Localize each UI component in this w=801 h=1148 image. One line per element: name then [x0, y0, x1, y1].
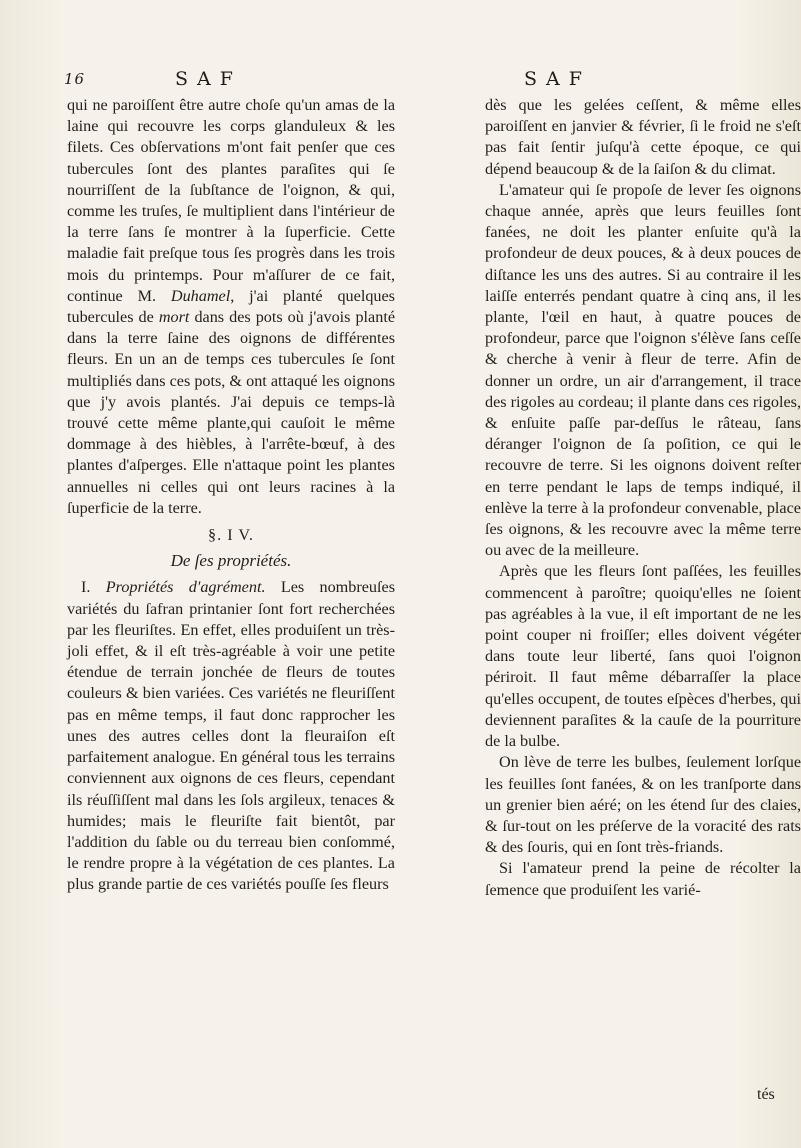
running-head-right: SAF — [524, 68, 591, 90]
right-column — [485, 95, 801, 901]
item-label: I. — [81, 578, 91, 597]
left-para1-text: qui ne paroiſſent être autre choſe qu'un amas de la laine qui recouvre les corps glanduleux & les filets. Ces obſervations m'ont fait penſer que ces tubercules ſont des plantes paraſites qui ſe nourriſſent de la ſubſtance de l'oignon, & qui, comme les truſes, ſe multiplient dans l'intérieur de la terre ſans ſe montrer à la ſuperficie. Cette maladie fait preſque tous ſes progrès dans les trois mois du printemps. Pour m'aſſurer de ce fait, continue M. — [67, 96, 395, 305]
left-para2-text: Les nombreuſes variétés du ſafran printanier ſont fort recherchées par les fleuriſtes. En effet, elles produiſent un très-joli effet, & il eſt très-agréable à voir une petite étendue de terrain jonchée de fleurs de toutes couleurs & bien variées. Ces variétés ne fleuriſſent pas en même temps, il faut donc rapprocher les unes des autres celles dont la fleuraiſon eſt parfaitement analogue. En général tous les terrains conviennent aux oignons de ces fleurs, cependant ils réuſſiſſent mal dans les ſols argileux, tenaces & humides; mais le fleuriſte fait bientôt, par l'addition du ſable ou du terreau bien conſommé, le rendre propre à la végétation de ces plantes. La plus grande partie de ces variétés pouſſe ſes fleurs — [67, 578, 396, 894]
item-title: Propriétés d'agrément. — [105, 578, 266, 597]
left-para1-text-b: , j'ai planté quelques tubercules de — [67, 286, 395, 327]
left-column — [67, 95, 395, 896]
right-paragraph-5: Si l'amateur prend la peine de récolter la ſemence que produiſent les varié- — [485, 859, 801, 899]
page-number: 16 — [64, 70, 86, 88]
section-heading: §. I V. — [208, 526, 254, 545]
running-head-left: SAF — [175, 68, 242, 90]
left-para1-text-c: dans des pots où j'avois planté dans la terre ſaine des oignons de différentes fleurs. En un an de temps ces tubercules ſe ſont multipliés dans ces pots, & ont attaqué les oignons que j'y avois plantés. J'ai depuis ce temps-là trouvé cette même plante,qui cauſoit le même dommage à des hièbles, à l'arrête-bœuf, à des plantes d'aſperges. Elle n'attaque point les plantes annuelles ni celles qui ont leurs racines à la ſuperficie de la terre. — [67, 308, 396, 517]
right-paragraph-3: Après que les fleurs ſont paſſées, les feuilles commencent à paroître; quoiqu'elles ne ſoient pas agréables à la vue, il eſt important de ne les point couper ni froiſſer; elles doivent végéter dans toute leur liberté, ſans quoi l'oignon périroit. Il faut même débarraſſer la place qu'elles occupent, de toutes eſpèces d'herbes, qui deviennent paraſites & la cauſe de la pourriture de la bulbe. — [485, 562, 801, 751]
left-paragraph-1 — [67, 95, 395, 519]
author-name: Duhamel — [170, 286, 231, 305]
page-header — [0, 68, 801, 92]
left-paragraph-2 — [67, 577, 395, 895]
right-paragraph-1: dès que les gelées ceſſent, & même elles paroiſſent en janvier & février, ſi le froid ne s'eſt pas fait ſentir juſqu'à cette époque, ce qui dépend beaucoup & de la ſaiſon & du climat. — [485, 96, 801, 178]
catchword: tés — [757, 1086, 775, 1103]
right-paragraph-4: On lève de terre les bulbes, ſeulement lorſque les feuilles ſont fanées, & on les tranſporte dans un grenier bien aéré; on les étend ſur des claies, & ſur-tout on les préſerve de la voracité des rats & des ſouris, qui en ſont très-friands. — [485, 753, 801, 857]
right-paragraph-2: L'amateur qui ſe propoſe de lever ſes oignons chaque année, après que leurs feuilles ſont fanées, ne doit les planter enſuite qu'à la profondeur de deux pouces, & à deux pouces de diſtance les uns des autres. Si au contraire il les laiſſe enterrés pendant quatre à cinq ans, il les plante, l'œil en haut, à quatre pouces de profondeur, parce que l'oignon s'élève ſans ceſſe & cherche à venir à fleur de terre. Afin de donner un ordre, un air d'arrangement, il trace des rigoles au cordeau; il plante dans ces rigoles, & enſuite paſſe par-deſſus le râteau, ſans déranger l'oignon de ſa poſition, ce qui le recouvre de terre. Si les oignons doivent reſter en terre pendant le laps de temps indiqué, il enlève la terre à la profondeur convenable, place ſes oignons, & les recouvre avec la même terre ou avec de la meilleure. — [485, 180, 801, 560]
mort-term: mort — [158, 308, 190, 327]
section-subheading: De ſes propriétés. — [170, 551, 292, 571]
